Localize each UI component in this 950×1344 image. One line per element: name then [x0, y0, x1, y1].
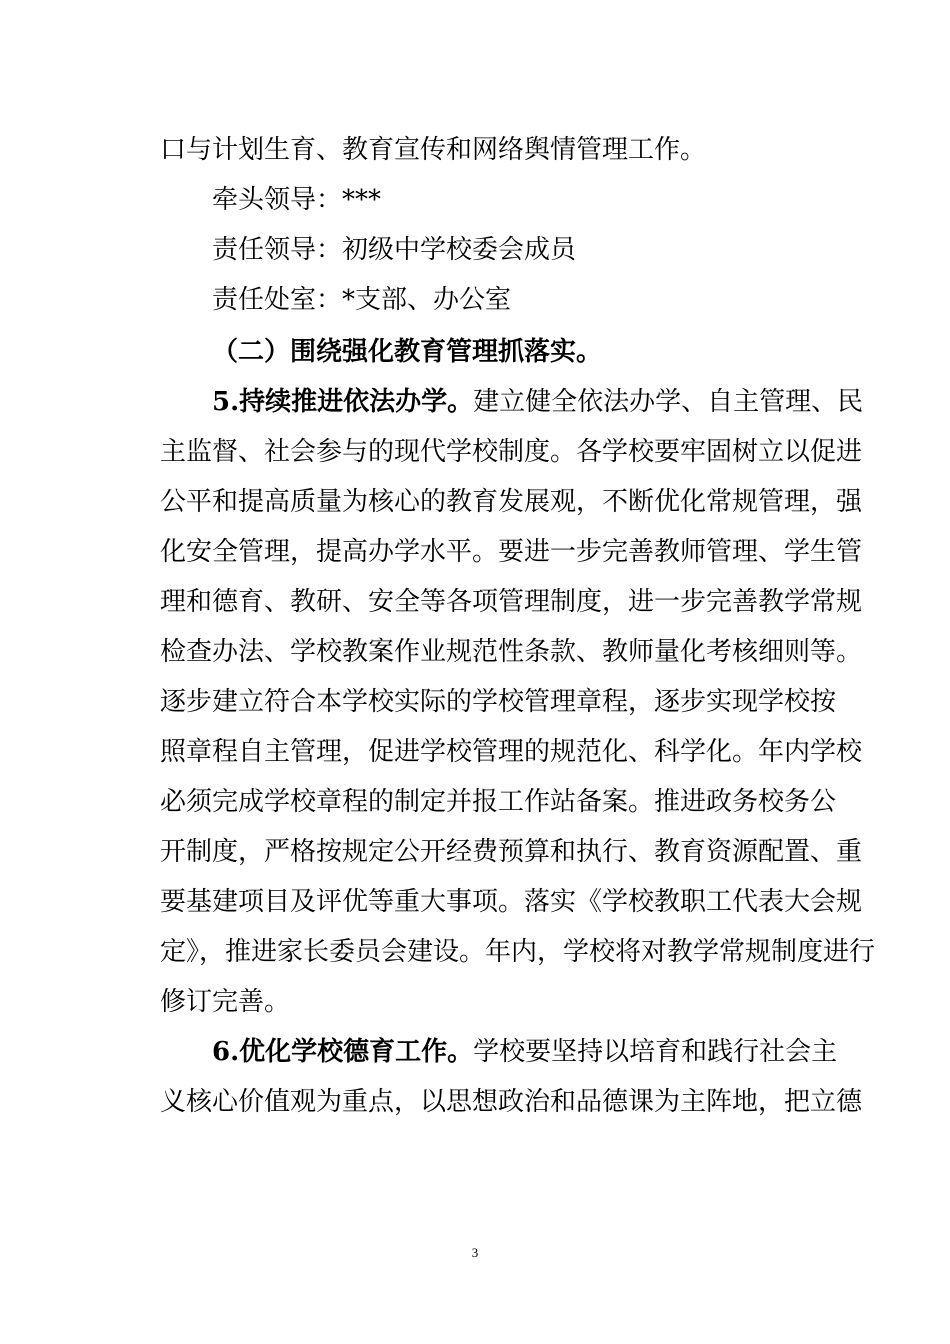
lead-leader-line [212, 182, 381, 218]
item5-line: 要基建项目及评优等重大事项。落实《学校教职工代表大会规 [160, 887, 863, 917]
responsible-office-label: 责任处室： [212, 285, 343, 315]
item5-line: 化安全管理，提高办学水平。要进一步完善教师管理、学生管 [160, 537, 863, 567]
item5-line: 检查办法、学校教案作业规范性条款、教师量化考核细则等。 [160, 637, 863, 667]
item6-title: 6.优化学校德育工作。 [212, 1037, 474, 1067]
item5-line: 照章程自主管理，促进学校管理的规范化、科学化。年内学校 [160, 737, 863, 767]
section-heading: （二）围绕强化教育管理抓落实。 [212, 337, 603, 367]
item5-line-text: 建立健全依法办学、自主管理、民 [473, 387, 864, 417]
responsible-office-line [212, 282, 511, 318]
item5-line: 逐步建立符合本学校实际的学校管理章程，逐步实现学校按 [160, 687, 837, 717]
item5-line: 公平和提高质量为核心的教育发展观，不断优化常规管理，强 [160, 487, 863, 517]
lead-leader-label: 牵头领导： [212, 185, 343, 215]
item5-line: 主监督、社会参与的现代学校制度。各学校要牢固树立以促进 [160, 437, 863, 467]
lead-leader-value: *** [342, 185, 382, 215]
item5-line: 开制度，严格按规定公开经费预算和执行、教育资源配置、重 [160, 837, 863, 867]
item5-line: 定》，推进家长委员会建设。年内，学校将对教学常规制度进行 [160, 937, 876, 967]
item6-line-text: 学校要坚持以培育和践行社会主 [473, 1037, 838, 1067]
item6-first-line [212, 1034, 836, 1070]
responsible-leader-value: 初级中学校委会成员 [342, 235, 577, 265]
paragraph-line: 口与计划生育、教育宣传和网络舆情管理工作。 [160, 135, 707, 165]
item5-line: 修订完善。 [160, 987, 291, 1017]
responsible-leader-label: 责任领导： [212, 235, 343, 265]
responsible-leader-line [212, 232, 576, 268]
item5-title: 5.持续推进依法办学。 [212, 387, 474, 417]
item6-line: 义核心价值观为重点，以思想政治和品德课为主阵地，把立德 [160, 1087, 863, 1117]
item5-line: 必须完成学校章程的制定并报工作站备案。推进政务校务公 [160, 787, 837, 817]
page-number: 3 [471, 1245, 479, 1260]
item5-line: 理和德育、教研、安全等各项管理制度，进一步完善教学常规 [160, 587, 863, 617]
item5-first-line [212, 384, 864, 420]
responsible-office-value: *支部、办公室 [342, 285, 512, 315]
